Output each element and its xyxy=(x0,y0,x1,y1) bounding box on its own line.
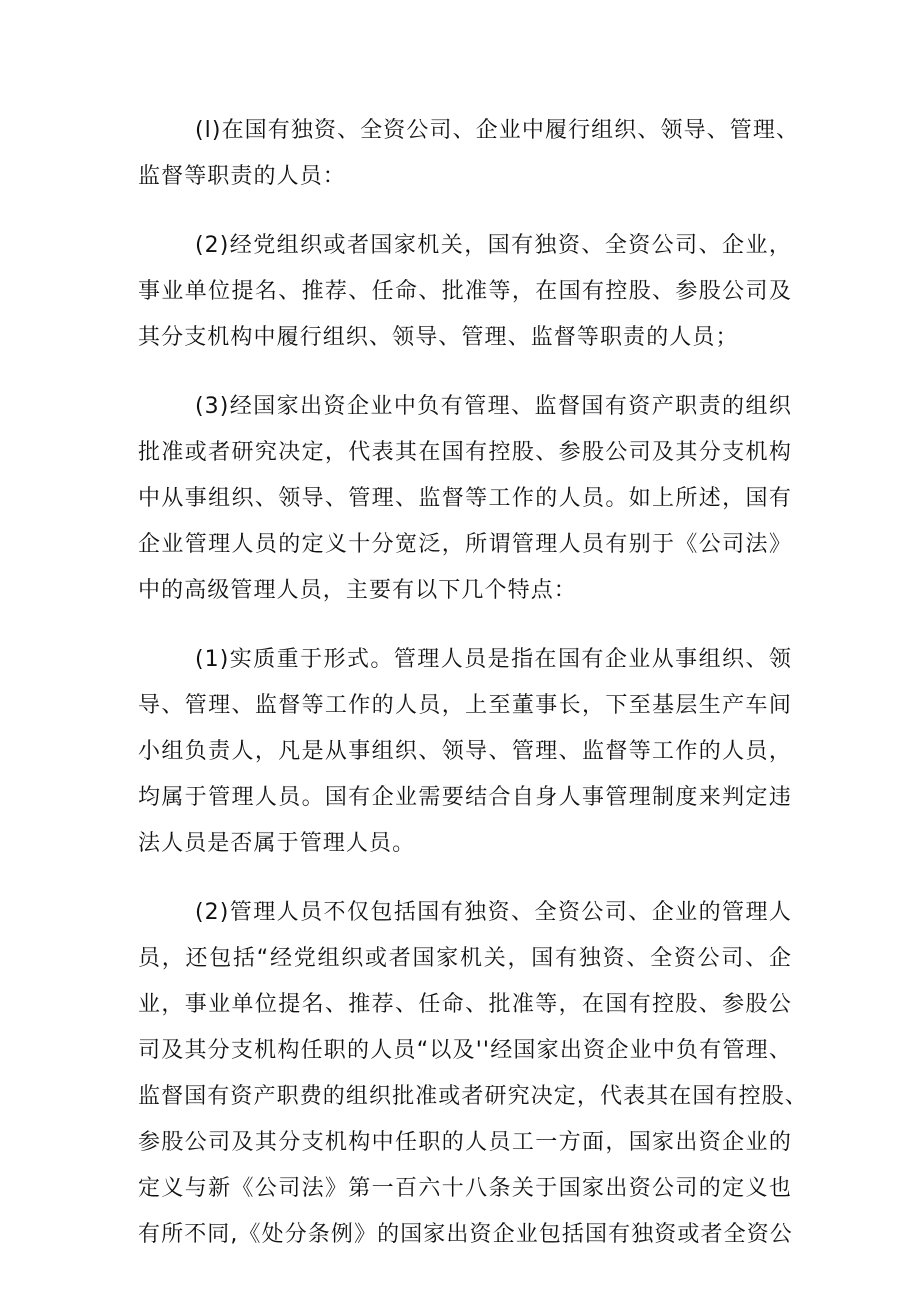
text-line: 定义与新《公司法》第一百六十八条关于国家出资公司的定义也 xyxy=(138,1176,792,1201)
text-line: 均属于管理人员。国有企业需要结合自身人事管理制度来判定违 xyxy=(138,785,792,810)
text-line: (2)经党组织或者国家机关，国有独资、全资公司、企业， xyxy=(195,233,792,258)
text-line: 法人员是否属于管理人员。 xyxy=(138,831,416,856)
paragraph-1 xyxy=(138,108,800,200)
paragraph-3 xyxy=(138,384,792,614)
text-line: 员，还包括“经党组织或者国家机关，国有独资、全资公司、企 xyxy=(138,946,792,971)
text-line: (3)经国家出资企业中负有管理、监督国有资产职责的组织 xyxy=(195,394,792,419)
text-line: 批准或者研究决定，代表其在国有控股、参股公司及其分支机构 xyxy=(138,440,792,465)
text-line: 有所不同,《处分条例》的国家出资企业包括国有独资或者全资公 xyxy=(138,1222,793,1247)
document-page xyxy=(138,108,808,1281)
text-line: 小组负责人，凡是从事组织、领导、管理、监督等工作的人员， xyxy=(138,739,792,764)
text-line: 中的高级管理人员，主要有以下几个特点： xyxy=(138,578,577,603)
text-line: 监督国有资产职费的组织批准或者研究决定，代表其在国有控股、 xyxy=(138,1084,808,1109)
text-line: 司及其分支机构任职的人员“以及''经国家出资企业中负有管理、 xyxy=(138,1038,792,1063)
text-line: (1)实质重于形式。管理人员是指在国有企业从事组织、领 xyxy=(195,647,792,672)
text-line: 中从事组织、领导、管理、监督等工作的人员。如上所述，国有 xyxy=(138,486,792,511)
text-line: 业，事业单位提名、推荐、任命、批准等，在国有控股、参股公 xyxy=(138,992,792,1017)
paragraph-2 xyxy=(138,223,792,361)
paragraph-4 xyxy=(138,637,792,867)
text-line: 监督等职责的人员： xyxy=(138,164,346,189)
text-line: 企业管理人员的定义十分宽泛，所谓管理人员有别于《公司法》 xyxy=(138,532,792,557)
text-line: 事业单位提名、推荐、任命、批准等，在国有控股、参股公司及 xyxy=(138,279,792,304)
text-line: 其分支机构中履行组织、领导、管理、监督等职责的人员； xyxy=(138,325,739,350)
text-line: (2)管理人员不仅包括国有独资、全资公司、企业的管理人 xyxy=(195,900,792,925)
text-line: (l)在国有独资、全资公司、企业中履行组织、领导、管理、 xyxy=(195,118,800,143)
text-line: 参股公司及其分支机构中任职的人员工一方面，国家出资企业的 xyxy=(138,1130,792,1155)
paragraph-5 xyxy=(138,890,808,1258)
text-line: 导、管理、监督等工作的人员，上至董事长，下至基层生产车间 xyxy=(138,693,792,718)
